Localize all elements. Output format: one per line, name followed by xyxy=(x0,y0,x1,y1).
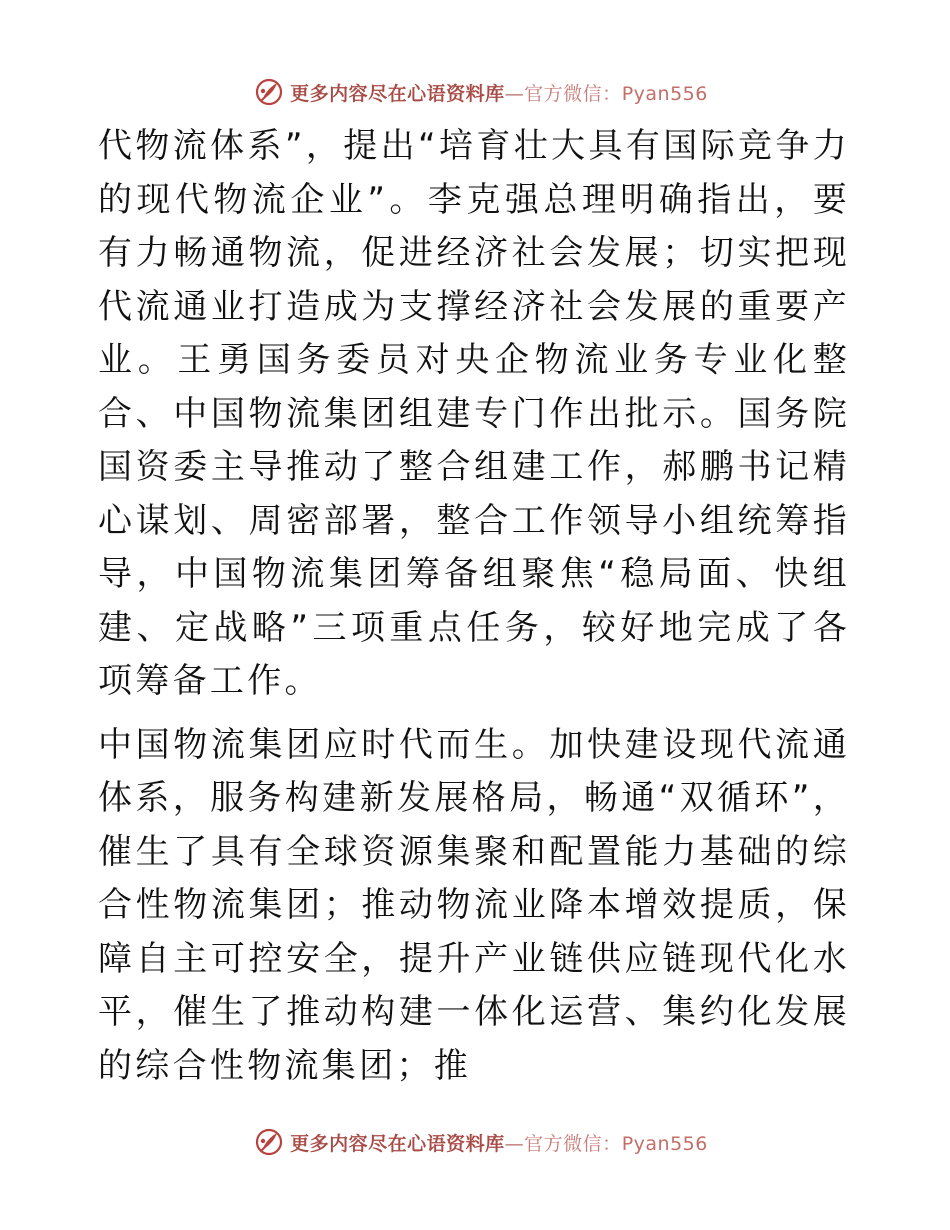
banner-separator: — xyxy=(504,82,525,105)
banner-main-text: 更多内容尽在心语资料库 xyxy=(290,82,505,105)
banner-wechat-label: 官方微信： xyxy=(524,82,622,105)
paragraph-1: 代物流体系”，提出“培育壮大具有国际竞争力的现代物流企业”。李克强总理明确指出，要有力畅通物流，促进经济社会发展；切实把现代流通业打造成为支撑经济社会发展的重要产业。王勇国务委员对央企物流业务专业化整合、中国物流集团组建专门作出批示。国务院国资委主导推动了整合组建工作，郝鹏书记精心谋划、周密部署，整合工作领导小组统筹指导，中国物流集团筹备组聚焦“稳局面、快组建、定战略”三项重点任务，较好地完成了各项筹备工作。 xyxy=(98,126,850,701)
banner-wechat-label: 官方微信： xyxy=(524,1132,622,1155)
header-banner xyxy=(0,72,950,112)
banner-separator: — xyxy=(504,1132,525,1155)
banner-main-text: 更多内容尽在心语资料库 xyxy=(290,1132,505,1155)
quill-logo-icon xyxy=(254,77,284,107)
footer-banner-content xyxy=(254,1127,708,1157)
banner-text xyxy=(290,79,708,106)
document-body xyxy=(98,120,850,1093)
header-banner-content xyxy=(254,77,708,107)
banner-text xyxy=(290,1129,708,1156)
paragraph-2: 中国物流集团应时代而生。加快建设现代流通体系，服务构建新发展格局，畅通“双循环”，催生了具有全球资源集聚和配置能力基础的综合性物流集团；推动物流业降本增效提质，保障自主可控安全，提升产业链供应链现代化水平，催生了推动构建一体化运营、集约化发展的综合性物流集团；推 xyxy=(98,724,850,1086)
quill-logo-icon xyxy=(254,1127,284,1157)
footer-banner xyxy=(0,1122,950,1162)
banner-wechat-id: Pyan556 xyxy=(621,82,708,105)
banner-wechat-id: Pyan556 xyxy=(621,1132,708,1155)
